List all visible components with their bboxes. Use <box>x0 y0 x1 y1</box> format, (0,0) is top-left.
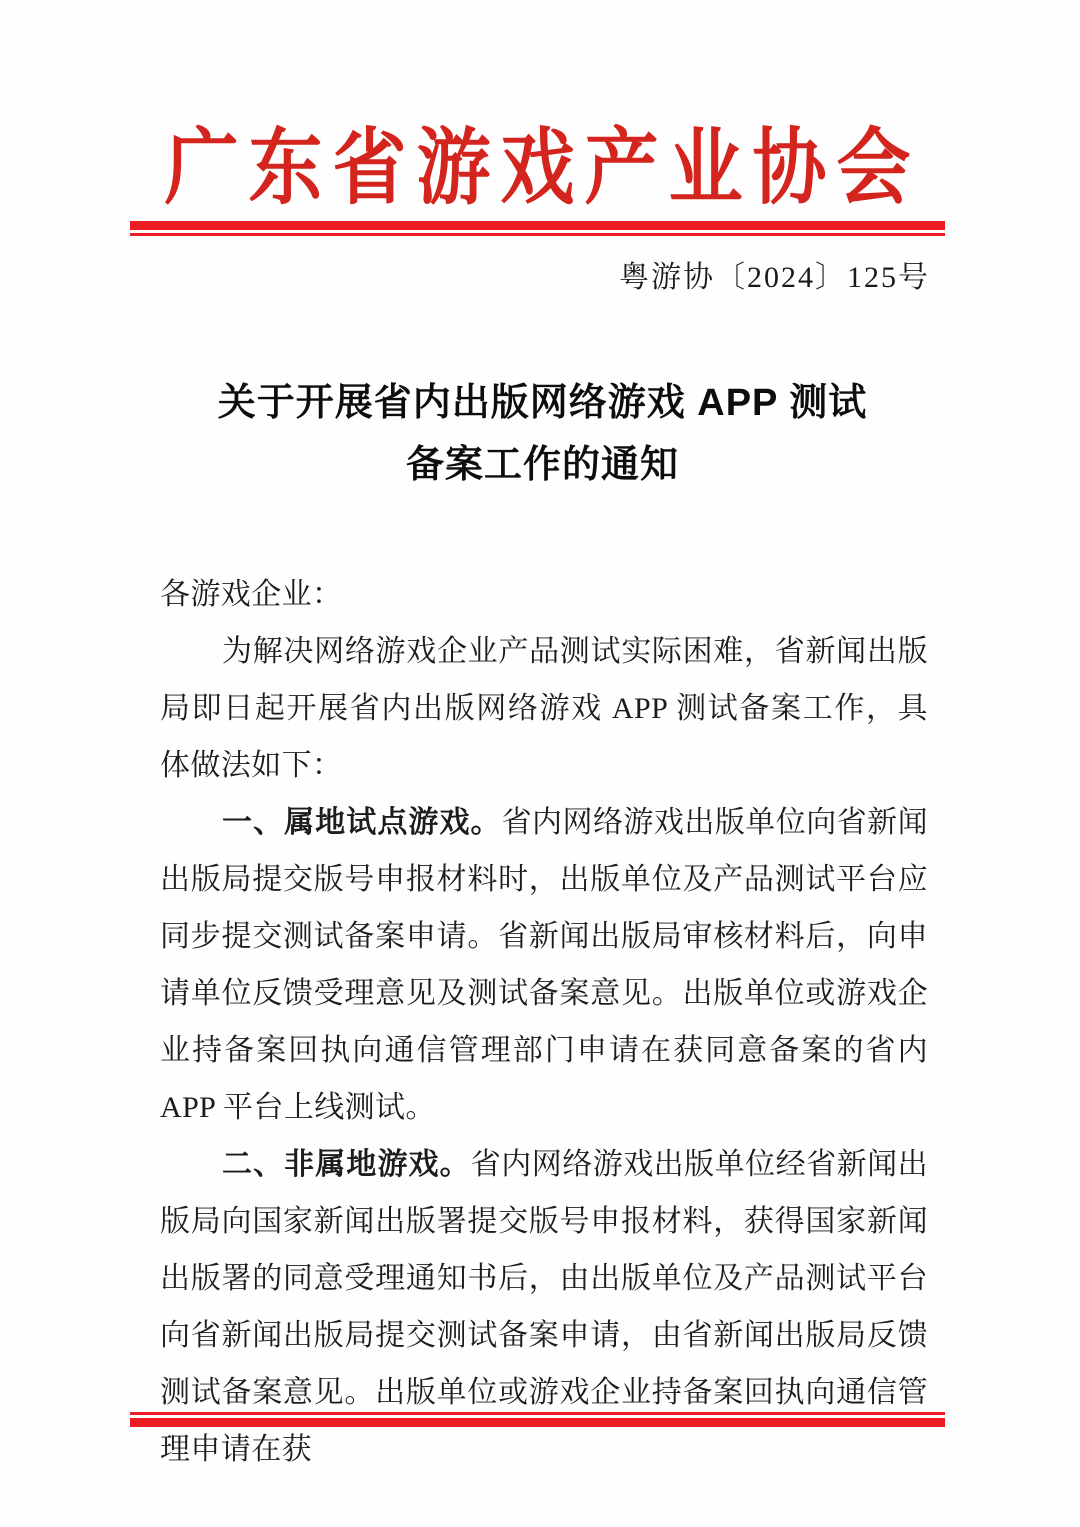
section-2-text: 省内网络游戏出版单位经省新闻出版局向国家新闻出版署提交版号申报材料，获得国家新闻出版署的同意受理通知书后，由出版单位及产品测试平台向省新闻出版局提交测试备案申请，由省新闻出版局反馈测试备案意见。出版单位或游戏企业持备案回执向通信管理申请在获 <box>160 1148 929 1466</box>
paragraph-intro-text: 为解决网络游戏企业产品测试实际困难，省新闻出版局即日起开展省内出版网络游戏 APP 测试备案工作，具体做法如下： <box>160 635 928 782</box>
page-title-line-1: 关于开展省内出版网络游戏 APP 测试 <box>217 382 868 424</box>
organization-name: 广东省游戏产业协会 <box>164 120 921 214</box>
divider-thick-bar <box>130 221 945 230</box>
page-title <box>160 372 925 496</box>
footer-divider-bottom <box>130 1412 945 1427</box>
masthead <box>130 118 945 218</box>
document-body <box>160 566 928 1478</box>
paragraph-section-1 <box>160 794 928 1136</box>
section-2-heading: 二、非属地游戏。 <box>222 1148 471 1181</box>
header-divider-top <box>130 221 945 236</box>
page-title-line-2: 备案工作的通知 <box>405 444 679 486</box>
section-1-heading: 一、属地试点游戏。 <box>222 806 502 839</box>
document-number: 粤游协〔2024〕125号 <box>619 261 930 294</box>
salutation: 各游戏企业： <box>160 578 343 611</box>
paragraph-intro <box>160 623 928 794</box>
divider-thin-bar <box>130 233 945 236</box>
footer-divider-thick-bar <box>130 1418 945 1427</box>
section-1-text: 省内网络游戏出版单位向省新闻出版局提交版号申报材料时，出版单位及产品测试平台应同步提交测试备案申请。省新闻出版局审核材料后，向申请单位反馈受理意见及测试备案意见。出版单位或游戏企业持备案回执向通信管理部门申请在获同意备案的省内 APP 平台上线测试。 <box>160 806 928 1124</box>
